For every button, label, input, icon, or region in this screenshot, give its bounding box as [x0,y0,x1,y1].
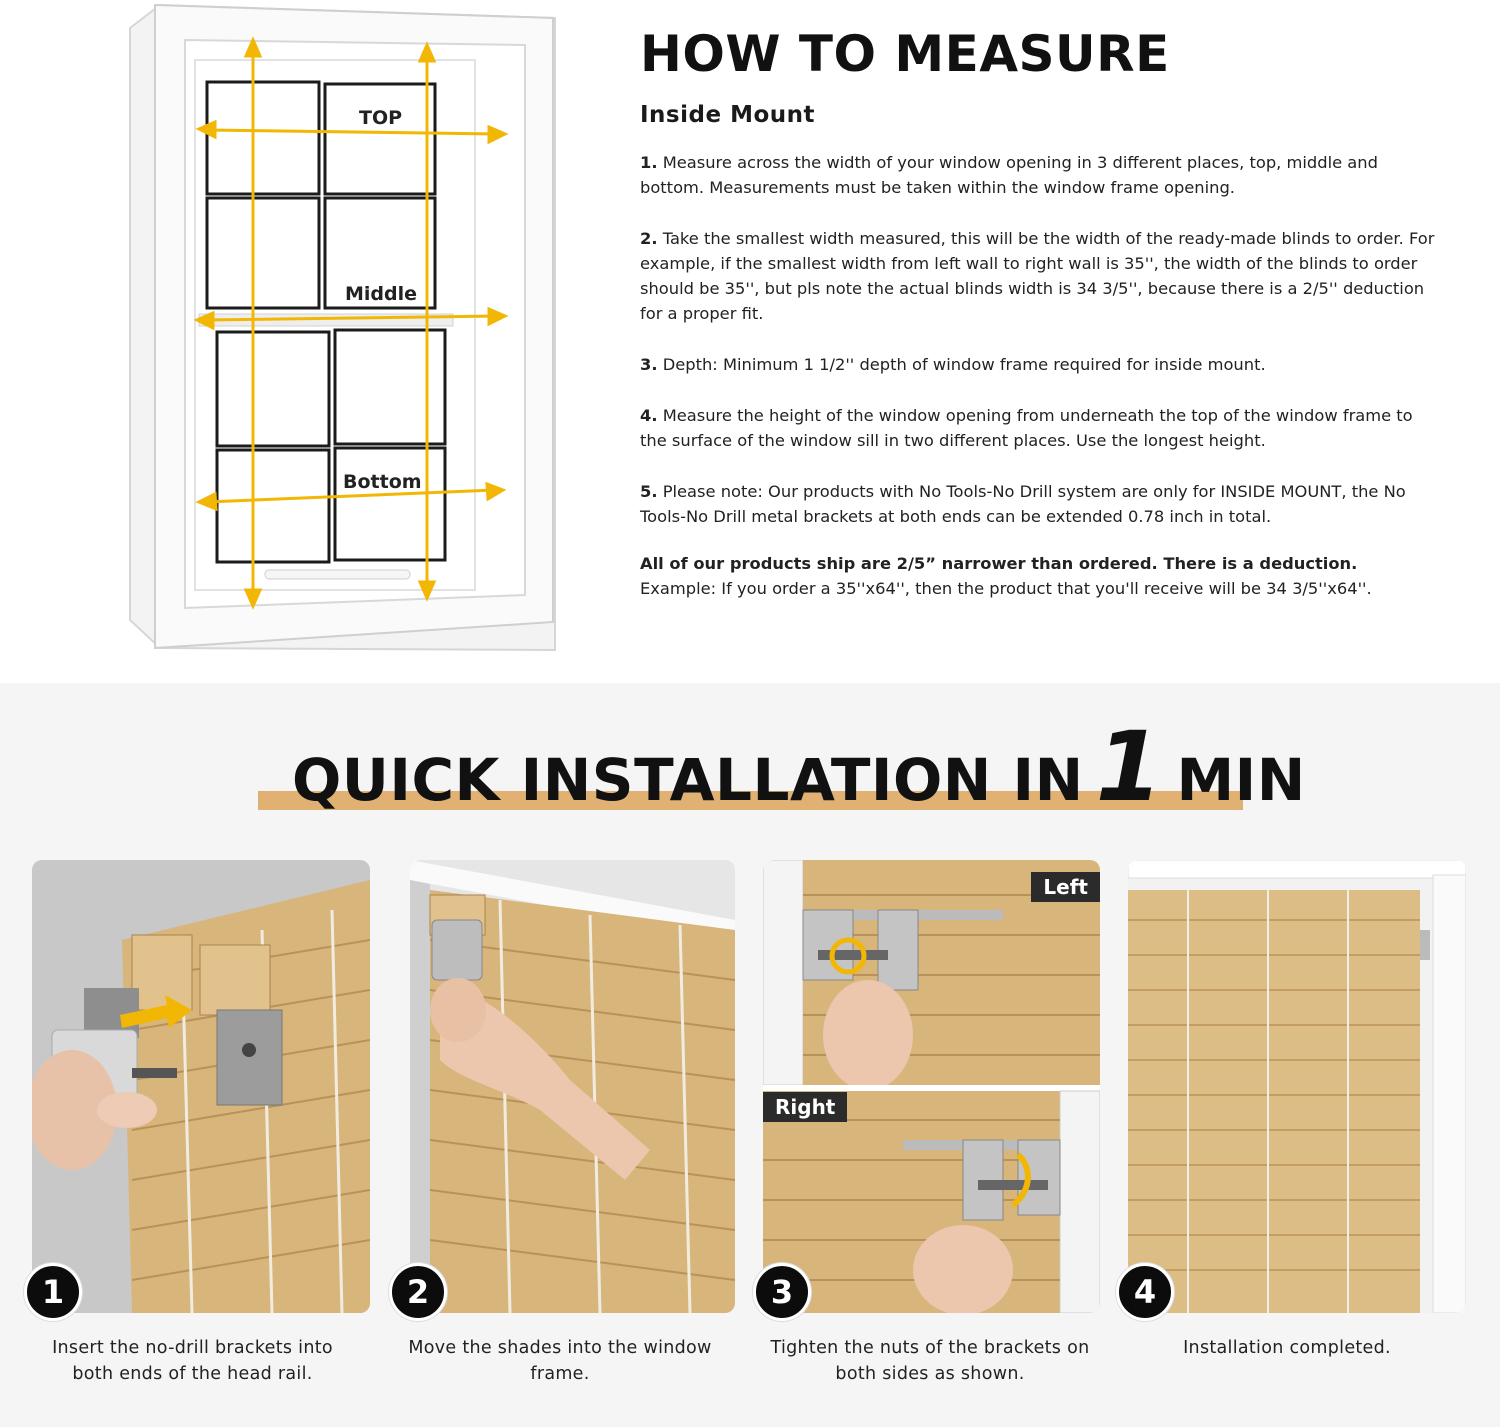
deduction-example: Example: If you order a 35''x64'', then the product that you'll receive will be 34 3/5''x64''. [640,579,1372,598]
step-4-badge: 4 [1116,1263,1174,1321]
measure-step [640,479,1440,529]
label-top: TOP [359,107,403,129]
step-number: 4. [640,406,658,425]
step-4-caption: Installation completed. [1183,1338,1391,1358]
step-1-badge: 1 [24,1263,82,1321]
step-number: 5. [640,482,658,501]
step-2-image [410,860,735,1313]
step-1-caption: Insert the no-drill brackets into both ends of the head rail. [52,1338,333,1384]
measure-steps [640,150,1440,601]
step-2-badge: 2 [389,1263,447,1321]
step-2-caption: Move the shades into the window frame. [408,1338,712,1384]
installation-title [292,711,1306,824]
left-side-label: Left [1031,872,1100,902]
window-measure-diagram [125,0,565,660]
measure-step [640,403,1440,453]
how-to-measure-section [0,0,1500,683]
step-3-caption: Tighten the nuts of the brackets on both sides as shown. [770,1338,1090,1384]
step-text: Measure across the width of your window opening in 3 different places, top, middle and bottom. Measurements must be taken within the window frame opening. [640,153,1378,197]
step-number: 3. [640,355,658,374]
deduction-note-bold: All of our products ship are 2/5” narrower than ordered. There is a deduction. [640,554,1358,573]
measure-instructions [640,24,1440,601]
title-suffix: MIN [1176,746,1306,814]
deduction-note [640,551,1440,601]
measure-step [640,150,1440,200]
title-number: 1 [1095,711,1163,824]
title-prefix: QUICK INSTALLATION IN [292,746,1084,814]
label-middle: Middle [345,283,418,305]
step-3-image [763,860,1100,1313]
step-1-image [32,860,370,1313]
measure-subtitle: Inside Mount [640,102,816,128]
step-text: Depth: Minimum 1 1/2'' depth of window frame required for inside mount. [662,355,1266,374]
step-text: Measure the height of the window opening from underneath the top of the window frame to the surface of the window sill in two different places. Use the longest height. [640,406,1413,450]
right-side-label: Right [763,1092,847,1122]
measure-step [640,352,1440,377]
step-text: Please note: Our products with No Tools-No Drill system are only for INSIDE MOUNT, the No Tools-No Drill metal brackets at both ends can be extended 0.78 inch in total. [640,482,1406,526]
step-4-image [1128,860,1466,1313]
step-number: 1. [640,153,658,172]
measure-step [640,226,1440,326]
measure-title: HOW TO MEASURE [640,25,1170,83]
label-bottom: Bottom [343,471,422,493]
quick-installation-section [0,683,1500,1427]
step-text: Take the smallest width measured, this will be the width of the ready-made blinds to order. For example, if the smallest width from left wall to right wall is 35'', the width of the blinds to order should be 35'', but pls note the actual blinds width is 34 3/5'', because there is a 2/5'' deduction for a proper fit. [640,229,1435,323]
installation-steps [0,860,1500,1315]
step-3-badge: 3 [753,1263,811,1321]
step-number: 2. [640,229,658,248]
